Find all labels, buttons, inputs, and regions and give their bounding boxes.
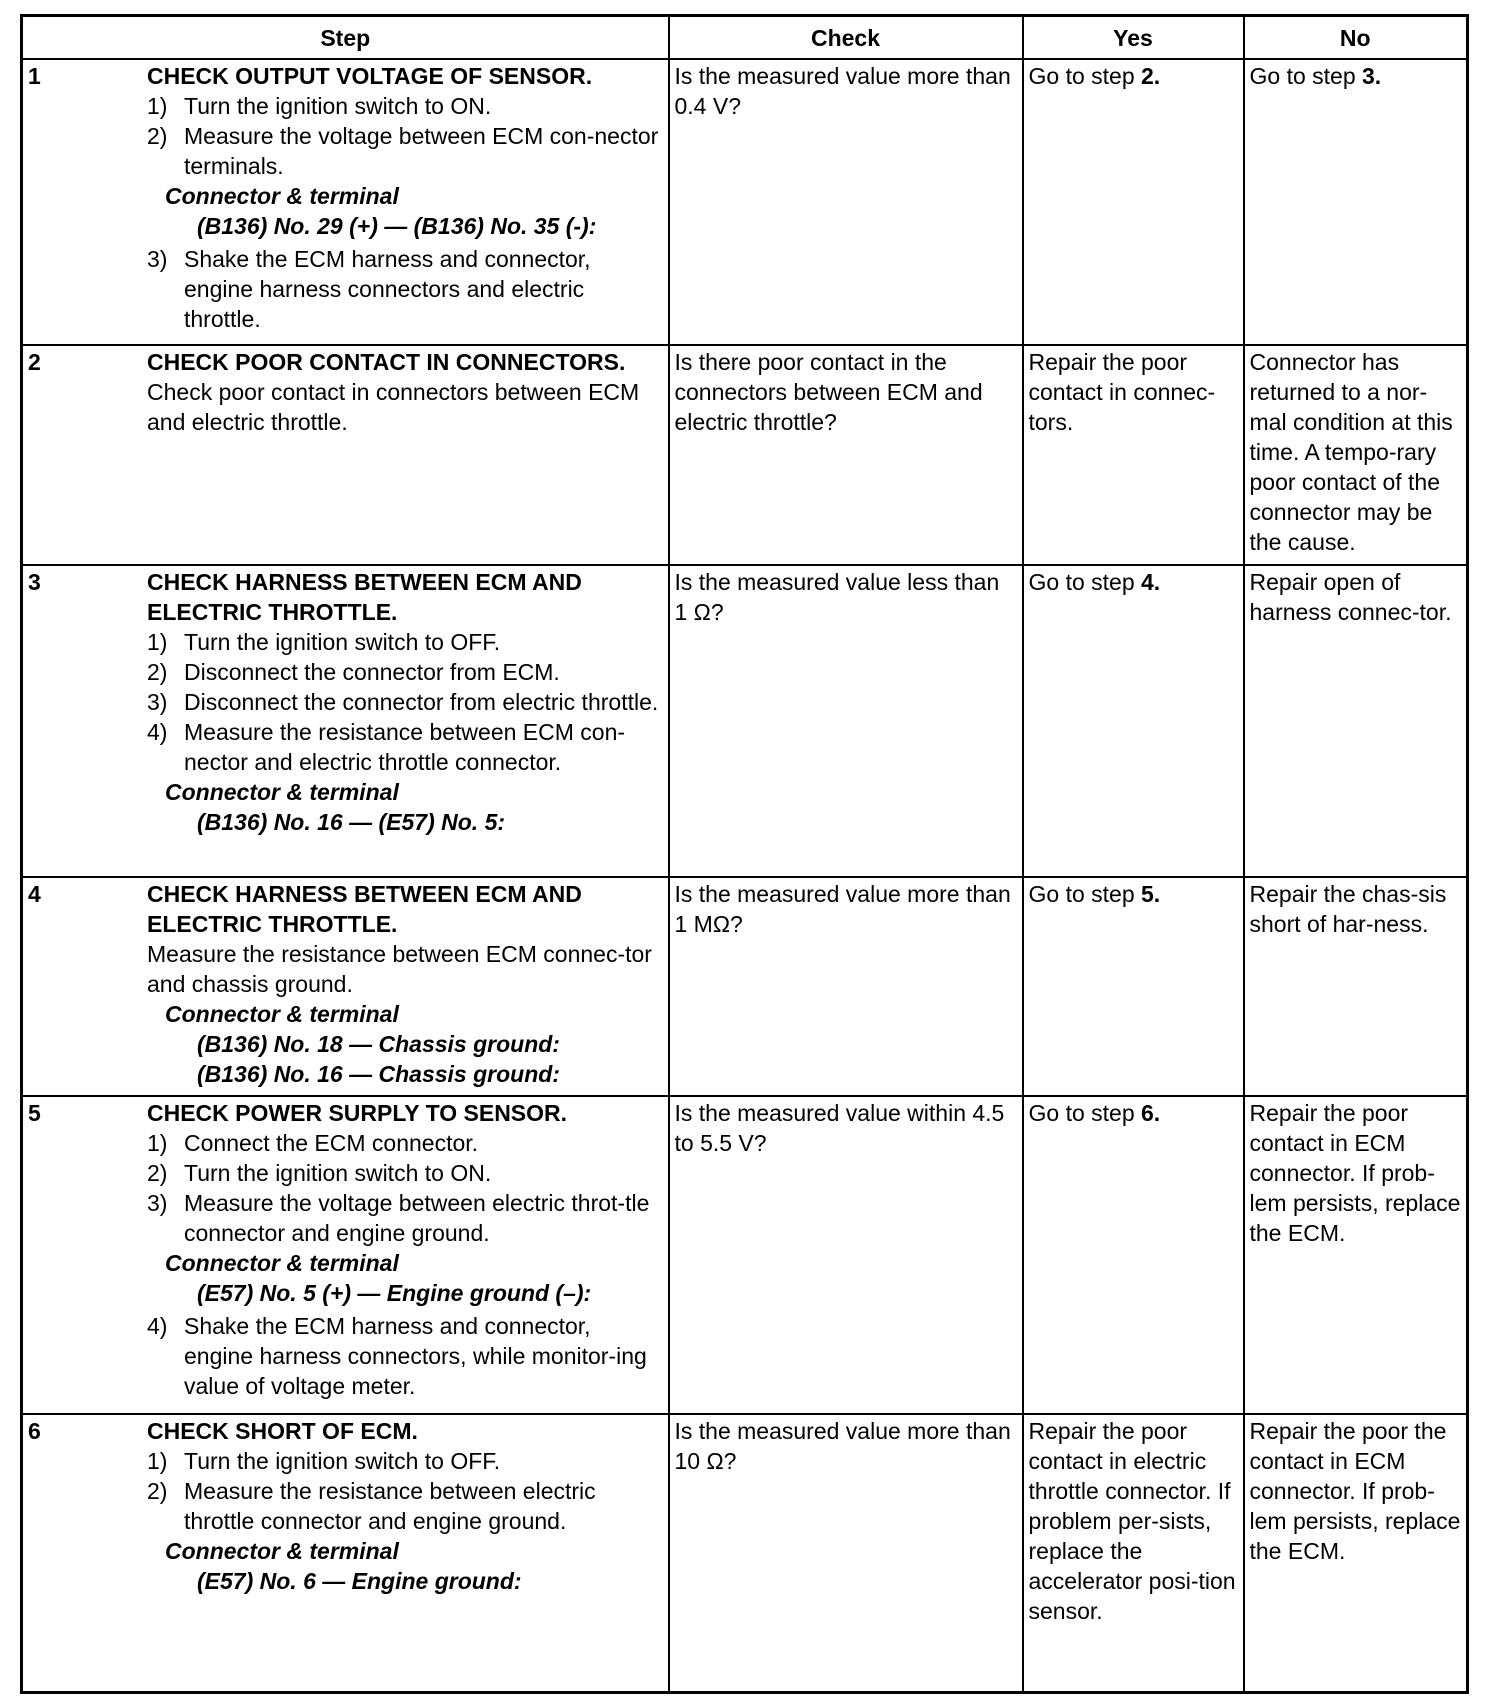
check-cell: Is there poor contact in the connectors between ECM and electric throttle? [669, 345, 1023, 565]
terminal-spec: (E57) No. 6 — Engine ground: [197, 1568, 522, 1594]
list-item [147, 1188, 663, 1248]
step-cell [22, 1414, 669, 1693]
list-marker: 1) [147, 1130, 168, 1156]
header-step: Step [22, 16, 669, 60]
step-number: 6 [28, 1418, 41, 1444]
no-cell: Repair the chas-sis short of har-ness. [1244, 877, 1468, 1096]
yes-step-ref: 6. [1141, 1100, 1161, 1126]
terminal-spec: (B136) No. 16 — Chassis ground: [197, 1061, 560, 1087]
list-text: Turn the ignition switch to OFF. [184, 1448, 501, 1474]
check-cell: Is the measured value more than 0.4 V? [669, 59, 1023, 345]
list-item [147, 1158, 663, 1188]
header-row [22, 16, 1468, 60]
step-number: 5 [28, 1100, 41, 1126]
step-number: 1 [28, 63, 41, 89]
no-cell: Repair open of harness connec-tor. [1244, 565, 1468, 877]
list-item [147, 687, 663, 717]
yes-cell [1023, 877, 1244, 1096]
step-title: CHECK POWER SURPLY TO SENSOR. [147, 1100, 568, 1126]
check-cell: Is the measured value less than 1 Ω? [669, 565, 1023, 877]
list-text: Shake the ECM harness and connector, engine harness connectors and electric throttle. [184, 246, 591, 332]
table-row [22, 565, 1468, 877]
list-marker: 3) [147, 1190, 168, 1216]
yes-cell [1023, 1096, 1244, 1414]
list-text: Measure the resistance between ECM con-nector and electric throttle connector. [184, 719, 626, 775]
list-item [147, 91, 663, 121]
connector-label: Connector & terminal [165, 1538, 399, 1564]
check-cell: Is the measured value more than 10 Ω? [669, 1414, 1023, 1693]
list-text: Measure the voltage between ECM con-nector terminals. [184, 123, 659, 179]
no-cell [1244, 59, 1468, 345]
list-marker: 1) [147, 93, 168, 119]
step-cell [22, 565, 669, 877]
diagnostic-table [20, 14, 1469, 1694]
list-marker: 2) [147, 1478, 168, 1504]
list-text: Disconnect the connector from electric throttle. [184, 689, 659, 715]
yes-cell [1023, 565, 1244, 877]
list-item [147, 1446, 663, 1476]
list-marker: 4) [147, 1313, 168, 1339]
list-item [147, 121, 663, 181]
step-description: Measure the resistance between ECM connec-tor and chassis ground. [147, 941, 652, 997]
list-item [147, 717, 663, 777]
table-row [22, 877, 1468, 1096]
step-cell [22, 345, 669, 565]
header-check: Check [669, 16, 1023, 60]
no-step-ref: 3. [1362, 63, 1382, 89]
list-item [147, 1311, 663, 1401]
step-description: Check poor contact in connectors between ECM and electric throttle. [147, 379, 640, 435]
connector-label: Connector & terminal [165, 183, 399, 209]
list-marker: 2) [147, 1160, 168, 1186]
terminal-spec: (B136) No. 18 — Chassis ground: [197, 1031, 560, 1057]
step-cell [22, 877, 669, 1096]
header-yes: Yes [1023, 16, 1244, 60]
yes-step-ref: 2. [1141, 63, 1161, 89]
terminal-spec: (B136) No. 29 (+) — (B136) No. 35 (-): [197, 213, 597, 239]
yes-text: Go to step [1028, 63, 1142, 89]
step-title: CHECK SHORT OF ECM. [147, 1418, 418, 1444]
list-marker: 1) [147, 1448, 168, 1474]
yes-step-ref: 5. [1141, 881, 1161, 907]
no-cell: Repair the poor contact in ECM connector. If prob-lem persists, replace the ECM. [1244, 1096, 1468, 1414]
step-number: 3 [28, 569, 41, 595]
check-cell: Is the measured value more than 1 MΩ? [669, 877, 1023, 1096]
no-cell: Connector has returned to a nor-mal condition at this time. A tempo-rary poor contact of the connector may be the cause. [1244, 345, 1468, 565]
yes-text: Go to step [1028, 881, 1142, 907]
list-item [147, 1476, 663, 1536]
list-text: Turn the ignition switch to ON. [184, 1160, 492, 1186]
list-marker: 1) [147, 629, 168, 655]
table-row [22, 59, 1468, 345]
step-number: 4 [28, 881, 41, 907]
list-text: Disconnect the connector from ECM. [184, 659, 560, 685]
table-row [22, 1414, 1468, 1693]
yes-step-ref: 4. [1141, 569, 1161, 595]
yes-text: Go to step [1028, 569, 1142, 595]
step-title: CHECK HARNESS BETWEEN ECM AND ELECTRIC THROTTLE. [147, 569, 582, 625]
terminal-spec: (E57) No. 5 (+) — Engine ground (–): [197, 1280, 592, 1306]
step-title: CHECK POOR CONTACT IN CONNECTORS. [147, 349, 626, 375]
list-marker: 3) [147, 246, 168, 272]
list-marker: 2) [147, 123, 168, 149]
yes-cell: Repair the poor contact in connec-tors. [1023, 345, 1244, 565]
no-cell: Repair the poor the contact in ECM connector. If prob-lem persists, replace the ECM. [1244, 1414, 1468, 1693]
yes-cell [1023, 59, 1244, 345]
list-text: Measure the voltage between electric throt-tle connector and engine ground. [184, 1190, 650, 1246]
list-text: Connect the ECM connector. [184, 1130, 479, 1156]
list-item [147, 657, 663, 687]
list-text: Shake the ECM harness and connector, engine harness connectors, while monitor-ing value of voltage meter. [184, 1313, 647, 1399]
list-item [147, 1128, 663, 1158]
list-text: Turn the ignition switch to ON. [184, 93, 492, 119]
connector-label: Connector & terminal [165, 1250, 399, 1276]
table-row [22, 1096, 1468, 1414]
yes-text: Go to step [1028, 1100, 1142, 1126]
yes-cell: Repair the poor contact in electric throttle connector. If problem per-sists, replace the accelerator posi-tion sensor. [1023, 1414, 1244, 1693]
terminal-spec: (B136) No. 16 — (E57) No. 5: [197, 809, 506, 835]
check-cell: Is the measured value within 4.5 to 5.5 V? [669, 1096, 1023, 1414]
step-cell [22, 1096, 669, 1414]
connector-label: Connector & terminal [165, 1001, 399, 1027]
step-title: CHECK OUTPUT VOLTAGE OF SENSOR. [147, 63, 593, 89]
header-no: No [1244, 16, 1468, 60]
step-number: 2 [28, 349, 41, 375]
list-marker: 2) [147, 659, 168, 685]
list-item [147, 244, 663, 334]
list-text: Turn the ignition switch to OFF. [184, 629, 501, 655]
step-title: CHECK HARNESS BETWEEN ECM AND ELECTRIC THROTTLE. [147, 881, 582, 937]
step-cell [22, 59, 669, 345]
list-text: Measure the resistance between electric throttle connector and engine ground. [184, 1478, 596, 1534]
list-marker: 3) [147, 689, 168, 715]
list-item [147, 627, 663, 657]
table-row [22, 345, 1468, 565]
connector-label: Connector & terminal [165, 779, 399, 805]
no-text: Go to step [1249, 63, 1363, 89]
list-marker: 4) [147, 719, 168, 745]
